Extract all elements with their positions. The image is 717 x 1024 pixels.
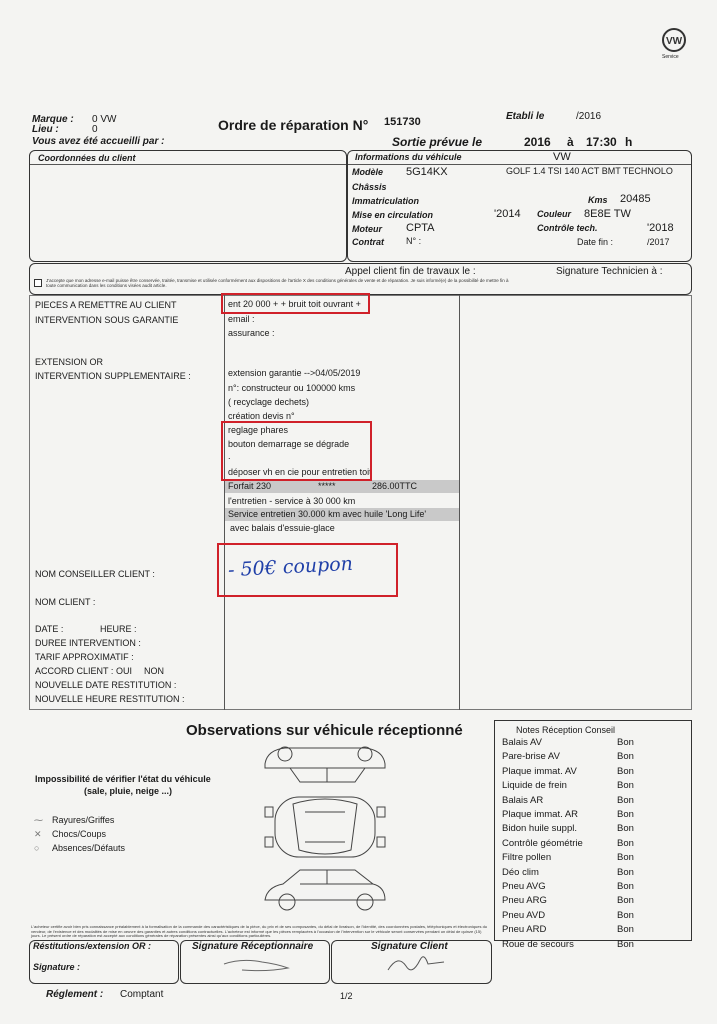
marque-value: 0 VW [92,114,117,125]
modele-code: 5G14KX [406,166,448,178]
car-plan-icon [265,797,385,857]
notes-row-label: Balais AV [502,737,542,748]
circ-value: '2014 [494,208,521,220]
heure-label: HEURE : [100,624,137,634]
notes-row-label: Pare-brise AV [502,751,560,763]
notes-row-label: Pneu AVD [502,909,546,921]
rayures-icon: ⁓ [34,815,43,825]
notes-row-value: Bon [617,765,634,777]
middle-balais: avec balais d'essuie-glace [230,523,335,533]
sortie-a: à [567,135,574,149]
tarif-label: TARIF APPROXIMATIF : [35,652,134,662]
car-side-top-icon [265,747,385,782]
middle-bouton: bouton demarrage se dégrade [228,439,350,449]
lieu-value: 0 [92,124,98,135]
modele-label: Modèle [352,167,384,177]
logo-service-text: Service [662,54,679,60]
sortie-date: 2016 [524,135,551,149]
middle-stars: ***** [318,481,336,491]
middle-forfait: Forfait 230 [228,481,272,491]
datefin-label: Date fin : [577,237,614,247]
notes-row-label: Roue de secours [502,938,574,950]
client-signature-icon [384,950,454,976]
legend-chocs: Chocs/Coups [52,829,107,839]
conditions-label: (sale, pluie, neige ...) [84,786,173,796]
middle-deposer: déposer vh en cie pour entretien toit [228,467,372,477]
notes-title: Notes Réception Conseil [516,725,616,735]
sig-reception-label: Signature Réceptionnaire [192,941,314,952]
reglement-label: Réglement : [46,989,104,1000]
vehicle-title: Informations du véhicule [355,152,462,162]
sortie-h: h [625,135,633,149]
middle-dot: . [228,451,231,461]
notes-row-value: Bon [617,938,634,950]
middle-email: email : [228,314,255,324]
nom-client-label: NOM CLIENT : [35,597,96,607]
handwritten-note: - 50€ coupon [227,552,354,582]
notes-row-label: Balais AR [502,794,544,806]
immat-label: Immatriculation [352,196,420,206]
notes-row-value: Bon [617,895,634,907]
etabli-value: /2016 [576,111,602,122]
chassis-label: Châssis [352,182,387,192]
notes-row-label: Bidon huile suppl. [502,823,577,835]
order-number: 151730 [384,116,421,128]
notes-row-label: Pneu ARD [502,924,547,936]
middle-line1: ent 20 000 + + bruit toit ouvrant + [228,299,361,309]
extension-label-1: EXTENSION OR [35,357,104,367]
vehicle-diagram [255,742,395,917]
consent-checkbox[interactable] [34,279,42,287]
notes-row-value: Bon [617,852,634,864]
sortie-label: Sortie prévue le [392,135,483,149]
appel-label: Appel client fin de travaux le : [345,266,476,277]
svg-text:VW: VW [665,36,683,47]
notes-row-label: Contrôle géométrie [502,837,583,849]
restitutions-label: Réstitutions/extension OR : [33,941,152,951]
pieces-label: PIECES A REMETTRE AU CLIENT [35,300,177,310]
kms-label: Kms [588,195,608,205]
annotation-box-repairs [221,421,372,481]
lieu-label: Lieu : [32,124,59,135]
reglement-value: Comptant [120,989,164,1000]
client-title: Coordonnées du client [38,153,136,163]
notes-row-value: Bon [617,866,634,878]
signature-tech-label: Signature Technicien à : [556,266,663,277]
vw-logo-icon [664,30,684,50]
nouvelle-date-label: NOUVELLE DATE RESTITUTION : [35,680,177,690]
impossibilite-label: Impossibilité de vérifier l'état du véhicule [35,774,211,784]
middle-ext-garantie: extension garantie -->04/05/2019 [228,368,361,378]
notes-row-label: Pneu AVG [502,881,546,892]
fine-print: L'acheteur certifie avoir bien pris connaissance préalablement à la formalisation de la commande des caractéristiques de la pièce, du prix et de ses composantes, du délai de livraison, de l'identité, des coordonnées postales, téléphoniques et électroniques du vendeur, de l'existence et des modalités de mise en oeuvre des garanties et autres conditions contractuelles. L'acheteur est informé que les pièces remplacées à l'occasion de l'intervention sur le véhicule seront conservées pendant un délai de quinze (15) jours. Le présent ordre de réparation est accepté aux conditions générales de réparation présentes ainsi qu'aux conditions particulières. [31,924,488,938]
notes-row-value: Bon [617,837,634,849]
sortie-time: 17:30 [586,135,617,149]
middle-recyclage: ( recyclage dechets) [228,397,310,407]
middle-devis: création devis n° [228,411,295,421]
notes-row-value: Bon [617,881,634,892]
legend-rayures: Rayures/Griffes [52,815,115,825]
vw-logo [662,28,686,52]
accueilli-label: Vous avez été accueilli par : [32,136,165,147]
etabli-label: Etabli le [506,111,545,122]
accord-oui[interactable]: OUI [116,666,133,676]
kms-value: 20485 [620,193,651,205]
notes-row-value: Bon [617,909,634,921]
moteur-value: CPTA [406,222,435,234]
modele-name: GOLF 1.4 TSI 140 ACT BMT TECHNOLO [506,166,673,176]
client-box [29,150,347,262]
notes-row-label: Filtre pollen [502,852,552,864]
ctrl-label: Contrôle tech. [537,223,598,233]
notes-row-value: Bon [617,751,634,763]
observations-title: Observations sur véhicule réceptionné [186,722,463,739]
page-title: Ordre de réparation N° [218,117,369,133]
notes-row-value: Bon [617,924,634,936]
notes-row-label: Déo clim [502,866,539,878]
duree-label: DUREE INTERVENTION : [35,638,141,648]
sig-client-label: Signature Client [371,941,448,952]
marque-label: Marque : [32,114,74,125]
chocs-icon: ✕ [34,829,42,839]
date-label: DATE : [35,624,64,634]
middle-constructeur: n°: constructeur ou 100000 kms [228,383,356,393]
notes-row-label: Pneu ARG [502,895,547,907]
notes-row-value: Bon [617,794,634,806]
extension-label-2: INTERVENTION SUPPLEMENTAIRE : [35,371,191,381]
ctrl-value: '2018 [647,222,674,234]
datefin-value: /2017 [647,237,670,247]
nouvelle-heure-label: NOUVELLE HEURE RESTITUTION : [35,694,185,704]
notes-row-label: Liquide de frein [502,780,567,792]
legend-absences: Absences/Défauts [52,843,126,853]
vehicle-brand: VW [553,151,571,163]
notes-row-value: Bon [617,809,634,820]
absences-icon: ○ [34,843,40,853]
notes-row-label: Plaque immat. AV [502,765,577,777]
circ-label: Mise en circulation [352,210,434,220]
couleur-value: 8E8E TW [584,208,631,220]
car-side-bottom-icon [265,870,385,910]
accord-label: ACCORD CLIENT : [35,666,114,676]
middle-service: Service entretien 30.000 km avec huile 'Long Life' [228,509,427,519]
notes-row-value: Bon [617,737,634,748]
conseiller-label: NOM CONSEILLER CLIENT : [35,569,155,579]
notes-row-label: Plaque immat. AR [502,809,579,820]
middle-phares: reglage phares [228,425,289,435]
moteur-label: Moteur [352,224,382,234]
couleur-label: Couleur [537,209,572,219]
notes-row-value: Bon [617,823,634,835]
middle-entretien: l'entretien - service à 30 000 km [228,496,356,506]
annotation-box-line1 [221,293,370,314]
reception-signature-icon [222,956,292,974]
contrat-label: Contrat [352,237,384,247]
consent-text: J'accepte que mon adresse e-mail puisse être conservée, traitée, transmise et utilisée conformément aux dispositions de l'article X des conditions générales de vente et de réparation. Je suis informé(e) de la possibilité de mettre fin à toute communication dans les conditions visées audit article. [46,278,509,288]
page-number: 1/2 [340,991,353,1001]
signature-label: Signature : [33,962,81,972]
accord-non[interactable]: NON [144,666,164,676]
garantie-label: INTERVENTION SOUS GARANTIE [35,315,179,325]
middle-forfait-price: 286.00TTC [372,481,418,491]
contrat-n: N° : [406,236,422,246]
middle-assurance: assurance : [228,328,275,338]
notes-row-value: Bon [617,780,634,792]
